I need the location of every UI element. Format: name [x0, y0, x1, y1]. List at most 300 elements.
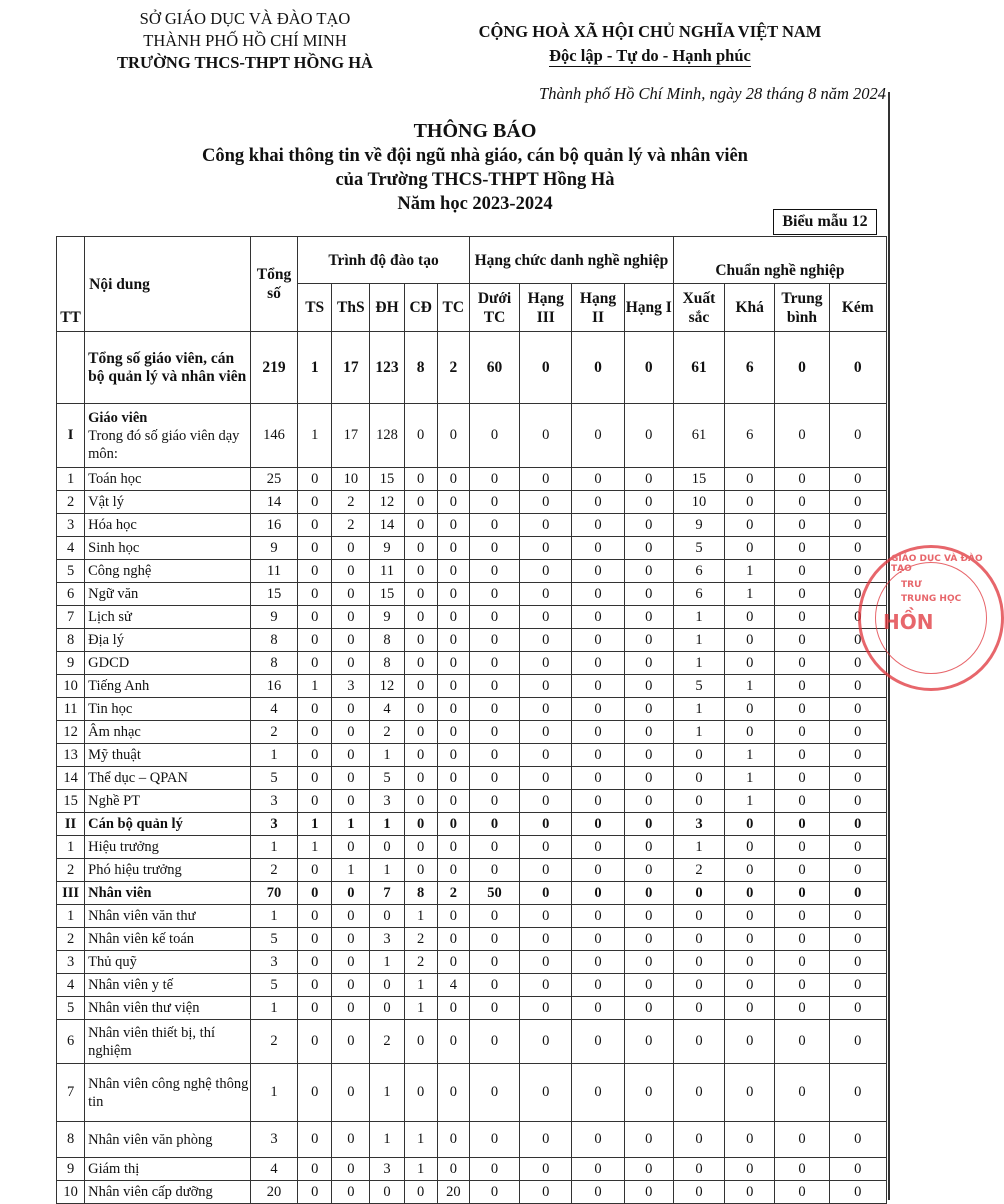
cell-value: 0 — [520, 859, 572, 882]
row-label-text: Nhân viên thiết bị, thí nghiệm — [88, 1024, 215, 1059]
table-row — [57, 928, 887, 951]
table-row — [57, 997, 887, 1020]
table-row — [57, 721, 887, 744]
cell-value: 0 — [298, 1020, 332, 1064]
cell-value: 2 — [673, 859, 724, 882]
cell-value: 0 — [332, 583, 370, 606]
col-excellent-header: Xuất sắc — [673, 284, 724, 332]
row-index: 4 — [57, 974, 85, 997]
row-label-text: Lịch sử — [88, 609, 132, 625]
cell-value: 10 — [332, 468, 370, 491]
table-row — [57, 698, 887, 721]
cell-value: 0 — [298, 1158, 332, 1181]
row-label — [85, 1158, 251, 1181]
form-number-badge: Biểu mẫu 12 — [773, 209, 877, 235]
cell-value: 0 — [469, 629, 519, 652]
cell-value: 0 — [775, 744, 829, 767]
cell-value: 9 — [673, 514, 724, 537]
table-row — [57, 1158, 887, 1181]
cell-value: 0 — [829, 332, 886, 404]
col-cd-header: CĐ — [404, 284, 437, 332]
table-row — [57, 744, 887, 767]
cell-value: 0 — [775, 1020, 829, 1064]
row-index: 2 — [57, 859, 85, 882]
cell-value: 0 — [725, 974, 775, 997]
cell-value: 8 — [370, 652, 404, 675]
row-label — [85, 468, 251, 491]
row-label — [85, 332, 251, 404]
cell-value: 5 — [673, 675, 724, 698]
cell-value: 0 — [469, 767, 519, 790]
row-index: 3 — [57, 951, 85, 974]
cell-value: 1 — [370, 1122, 404, 1158]
cell-value: 0 — [469, 1122, 519, 1158]
cell-value: 0 — [437, 951, 469, 974]
row-index: 4 — [57, 537, 85, 560]
row-label — [85, 1122, 251, 1158]
cell-value: 1 — [298, 404, 332, 468]
cell-value: 17 — [332, 332, 370, 404]
table-row — [57, 560, 887, 583]
cell-value: 0 — [725, 928, 775, 951]
cell-value: 0 — [775, 583, 829, 606]
cell-value: 0 — [469, 537, 519, 560]
cell-value: 0 — [775, 928, 829, 951]
cell-value: 0 — [520, 767, 572, 790]
cell-value: 0 — [624, 1158, 673, 1181]
row-index: 2 — [57, 928, 85, 951]
cell-value: 0 — [829, 928, 886, 951]
cell-value: 0 — [469, 560, 519, 583]
cell-value: 1 — [250, 997, 297, 1020]
cell-value: 0 — [437, 629, 469, 652]
cell-value: 0 — [520, 997, 572, 1020]
cell-value: 0 — [469, 1181, 519, 1204]
cell-value: 0 — [829, 698, 886, 721]
cell-value: 2 — [332, 491, 370, 514]
cell-value: 0 — [520, 698, 572, 721]
cell-value: 0 — [829, 859, 886, 882]
document-titles — [100, 118, 850, 216]
cell-value: 0 — [572, 905, 624, 928]
cell-value: 0 — [775, 404, 829, 468]
school-seal — [858, 545, 1004, 691]
cell-value: 0 — [469, 404, 519, 468]
cell-value: 0 — [404, 1020, 437, 1064]
row-label — [85, 905, 251, 928]
cell-value: 2 — [332, 514, 370, 537]
col-ths-header: ThS — [332, 284, 370, 332]
cell-value: 5 — [370, 767, 404, 790]
cell-value: 0 — [775, 1181, 829, 1204]
cell-value: 0 — [725, 859, 775, 882]
cell-value: 0 — [520, 468, 572, 491]
table-row — [57, 537, 887, 560]
table-row — [57, 836, 887, 859]
cell-value: 0 — [437, 721, 469, 744]
cell-value: 0 — [725, 537, 775, 560]
cell-value: 0 — [332, 744, 370, 767]
cell-value: 0 — [775, 652, 829, 675]
row-label-text: Mỹ thuật — [88, 747, 141, 763]
cell-value: 4 — [370, 698, 404, 721]
cell-value: 0 — [775, 997, 829, 1020]
cell-value: 0 — [469, 583, 519, 606]
row-label-text: Công nghệ — [88, 563, 152, 579]
row-label-text: Phó hiệu trưởng — [88, 862, 182, 878]
row-index: 13 — [57, 744, 85, 767]
cell-value: 25 — [250, 468, 297, 491]
cell-value: 0 — [520, 514, 572, 537]
cell-value: 0 — [404, 744, 437, 767]
cell-value: 0 — [572, 974, 624, 997]
cell-value: 0 — [624, 491, 673, 514]
cell-value: 5 — [250, 767, 297, 790]
cell-value: 0 — [725, 652, 775, 675]
row-index — [57, 332, 85, 404]
row-label — [85, 1020, 251, 1064]
cell-value: 8 — [404, 332, 437, 404]
cell-value: 8 — [370, 629, 404, 652]
row-label — [85, 404, 251, 468]
row-label-text: Sinh học — [88, 540, 140, 556]
cell-value: 6 — [725, 404, 775, 468]
cell-value: 0 — [673, 882, 724, 905]
row-label-text: GDCD — [88, 655, 130, 671]
cell-value: 0 — [829, 1064, 886, 1122]
cell-value: 0 — [673, 928, 724, 951]
cell-value: 0 — [775, 514, 829, 537]
row-index: 10 — [57, 675, 85, 698]
cell-value: 5 — [250, 928, 297, 951]
cell-value: 0 — [520, 652, 572, 675]
cell-value: 1 — [370, 951, 404, 974]
cell-value: 0 — [572, 491, 624, 514]
cell-value: 1 — [250, 905, 297, 928]
cell-value: 0 — [624, 698, 673, 721]
cell-value: 0 — [673, 1122, 724, 1158]
table-row — [57, 583, 887, 606]
cell-value: 0 — [624, 1020, 673, 1064]
cell-value: 0 — [673, 1158, 724, 1181]
cell-value: 3 — [673, 813, 724, 836]
cell-value: 0 — [469, 836, 519, 859]
cell-value: 1 — [673, 698, 724, 721]
cell-value: 0 — [775, 767, 829, 790]
job-rank-header: Hạng chức danh nghề nghiệp — [469, 237, 673, 284]
cell-value: 0 — [624, 583, 673, 606]
cell-value: 0 — [520, 583, 572, 606]
cell-value: 0 — [437, 836, 469, 859]
cell-value: 11 — [370, 560, 404, 583]
row-label-text: Nhân viên văn thư — [88, 908, 196, 924]
cell-value: 0 — [775, 836, 829, 859]
document-subtitle-1: Công khai thông tin về đội ngũ nhà giáo, cán bộ quản lý và nhân viên — [202, 146, 748, 166]
cell-value: 0 — [775, 813, 829, 836]
cell-value: 9 — [250, 606, 297, 629]
row-label — [85, 951, 251, 974]
cell-value: 0 — [775, 560, 829, 583]
cell-value: 0 — [572, 744, 624, 767]
cell-value: 0 — [404, 836, 437, 859]
cell-value: 1 — [404, 974, 437, 997]
cell-value: 1 — [298, 836, 332, 859]
col-tt-header: TT — [57, 237, 85, 332]
cell-value: 0 — [624, 721, 673, 744]
cell-value: 1 — [298, 332, 332, 404]
cell-value: 0 — [469, 652, 519, 675]
cell-value: 0 — [520, 1181, 572, 1204]
cell-value: 15 — [370, 468, 404, 491]
row-index: I — [57, 404, 85, 468]
cell-value: 0 — [725, 468, 775, 491]
cell-value: 0 — [572, 1158, 624, 1181]
cell-value: 0 — [572, 951, 624, 974]
row-index: 1 — [57, 836, 85, 859]
cell-value: 0 — [775, 629, 829, 652]
cell-value: 0 — [624, 767, 673, 790]
cell-value: 0 — [829, 629, 886, 652]
cell-value: 0 — [437, 491, 469, 514]
row-index: 2 — [57, 491, 85, 514]
cell-value: 0 — [572, 836, 624, 859]
cell-value: 0 — [829, 836, 886, 859]
cell-value: 0 — [404, 629, 437, 652]
table-row — [57, 1064, 887, 1122]
cell-value: 0 — [332, 698, 370, 721]
cell-value: 0 — [332, 560, 370, 583]
cell-value: 0 — [437, 652, 469, 675]
cell-value: 0 — [829, 1020, 886, 1064]
row-index: 10 — [57, 1181, 85, 1204]
row-label-text: Ngữ văn — [88, 586, 139, 602]
cell-value: 0 — [725, 1181, 775, 1204]
cell-value: 0 — [332, 629, 370, 652]
cell-value: 0 — [725, 951, 775, 974]
cell-value: 0 — [332, 974, 370, 997]
row-label-text: Giáo viên — [88, 409, 148, 426]
cell-value: 0 — [725, 629, 775, 652]
cell-value: 0 — [332, 1122, 370, 1158]
cell-value: 0 — [572, 468, 624, 491]
row-label-text: Tiếng Anh — [88, 678, 150, 694]
cell-value: 0 — [469, 997, 519, 1020]
cell-value: 0 — [404, 606, 437, 629]
cell-value: 0 — [624, 951, 673, 974]
cell-value: 1 — [298, 813, 332, 836]
cell-value: 0 — [404, 514, 437, 537]
cell-value: 0 — [469, 859, 519, 882]
cell-value: 0 — [437, 537, 469, 560]
cell-value: 0 — [437, 698, 469, 721]
cell-value: 0 — [572, 514, 624, 537]
cell-value: 0 — [624, 652, 673, 675]
cell-value: 0 — [572, 767, 624, 790]
cell-value: 0 — [725, 905, 775, 928]
cell-value: 0 — [332, 836, 370, 859]
cell-value: 0 — [520, 721, 572, 744]
row-index: 8 — [57, 629, 85, 652]
cell-value: 0 — [829, 1122, 886, 1158]
cell-value: 3 — [250, 813, 297, 836]
cell-value: 0 — [725, 698, 775, 721]
cell-value: 0 — [673, 905, 724, 928]
cell-value: 0 — [370, 974, 404, 997]
row-label-text: Nghề PT — [88, 793, 141, 809]
cell-value: 11 — [250, 560, 297, 583]
document-subtitle-2: của Trường THCS-THPT Hồng Hà — [335, 170, 615, 190]
cell-value: 0 — [298, 468, 332, 491]
cell-value: 1 — [250, 1064, 297, 1122]
cell-value: 0 — [572, 1020, 624, 1064]
cell-value: 70 — [250, 882, 297, 905]
cell-value: 0 — [572, 1181, 624, 1204]
col-average-header: Trung bình — [775, 284, 829, 332]
cell-value: 0 — [725, 514, 775, 537]
cell-value: 0 — [298, 560, 332, 583]
row-index: 14 — [57, 767, 85, 790]
cell-value: 2 — [370, 721, 404, 744]
cell-value: 0 — [332, 1064, 370, 1122]
row-index: 6 — [57, 1020, 85, 1064]
row-label-text: Thể dục – QPAN — [88, 770, 188, 786]
cell-value: 0 — [624, 905, 673, 928]
cell-value: 0 — [404, 652, 437, 675]
cell-value: 1 — [673, 721, 724, 744]
cell-value: 0 — [775, 606, 829, 629]
cell-value: 0 — [404, 1064, 437, 1122]
row-label — [85, 813, 251, 836]
cell-value: 0 — [332, 1020, 370, 1064]
national-motto: Độc lập - Tự do - Hạnh phúc — [549, 46, 751, 65]
cell-value: 0 — [829, 491, 886, 514]
cell-value: 0 — [624, 514, 673, 537]
cell-value: 0 — [469, 951, 519, 974]
row-index: 7 — [57, 606, 85, 629]
table-row — [57, 974, 887, 997]
cell-value: 0 — [298, 767, 332, 790]
cell-value: 0 — [829, 905, 886, 928]
cell-value: 0 — [520, 332, 572, 404]
cell-value: 0 — [624, 560, 673, 583]
cell-value: 0 — [469, 606, 519, 629]
cell-value: 0 — [437, 1158, 469, 1181]
col-total-header: Tổng số — [250, 237, 297, 332]
row-label-text: Địa lý — [88, 632, 124, 648]
table-row — [57, 859, 887, 882]
cell-value: 2 — [250, 721, 297, 744]
cell-value: 0 — [673, 1064, 724, 1122]
cell-value: 0 — [298, 514, 332, 537]
staff-table — [56, 236, 887, 1204]
cell-value: 1 — [404, 905, 437, 928]
cell-value: 0 — [520, 1020, 572, 1064]
cell-value: 0 — [520, 813, 572, 836]
row-label-text: Giám thị — [88, 1161, 140, 1177]
table-row — [57, 514, 887, 537]
row-index: 5 — [57, 560, 85, 583]
cell-value: 15 — [370, 583, 404, 606]
cell-value: 2 — [437, 332, 469, 404]
cell-value: 1 — [725, 767, 775, 790]
row-label — [85, 1064, 251, 1122]
row-index: 11 — [57, 698, 85, 721]
row-label-text: Cán bộ quản lý — [88, 816, 183, 832]
cell-value: 0 — [624, 744, 673, 767]
cell-value: 0 — [469, 1158, 519, 1181]
cell-value: 1 — [725, 744, 775, 767]
cell-value: 0 — [437, 404, 469, 468]
cell-value: 0 — [624, 1064, 673, 1122]
row-label — [85, 859, 251, 882]
cell-value: 0 — [725, 606, 775, 629]
cell-value: 0 — [520, 1064, 572, 1122]
cell-value: 0 — [572, 675, 624, 698]
row-label — [85, 836, 251, 859]
cell-value: 0 — [469, 514, 519, 537]
cell-value: 0 — [572, 560, 624, 583]
table-row — [57, 675, 887, 698]
cell-value: 0 — [332, 606, 370, 629]
date-line: Thành phố Hồ Chí Minh, ngày 28 tháng 8 năm 2024 — [539, 84, 886, 103]
cell-value: 10 — [673, 491, 724, 514]
cell-value: 0 — [332, 721, 370, 744]
cell-value: 0 — [332, 537, 370, 560]
cell-value: 0 — [624, 813, 673, 836]
cell-value: 1 — [673, 652, 724, 675]
col-weak-header: Kém — [829, 284, 886, 332]
table-row — [57, 1020, 887, 1064]
cell-value: 0 — [829, 468, 886, 491]
cell-value: 0 — [624, 997, 673, 1020]
cell-value: 0 — [829, 404, 886, 468]
cell-value: 3 — [250, 1122, 297, 1158]
cell-value: 0 — [572, 404, 624, 468]
cell-value: 6 — [673, 560, 724, 583]
cell-value: 0 — [298, 1122, 332, 1158]
cell-value: 0 — [404, 468, 437, 491]
cell-value: 3 — [370, 1158, 404, 1181]
row-label — [85, 974, 251, 997]
national-header — [440, 20, 860, 68]
row-label — [85, 997, 251, 1020]
cell-value: 219 — [250, 332, 297, 404]
cell-value: 9 — [370, 537, 404, 560]
cell-value: 15 — [673, 468, 724, 491]
cell-value: 0 — [404, 721, 437, 744]
row-index: 9 — [57, 652, 85, 675]
col-dh-header: ĐH — [370, 284, 404, 332]
cell-value: 0 — [829, 882, 886, 905]
cell-value: 0 — [775, 859, 829, 882]
cell-value: 0 — [332, 790, 370, 813]
cell-value: 0 — [775, 1158, 829, 1181]
cell-value: 0 — [404, 1181, 437, 1204]
cell-value: 0 — [624, 1181, 673, 1204]
cell-value: 0 — [520, 560, 572, 583]
cell-value: 0 — [469, 468, 519, 491]
cell-value: 0 — [298, 721, 332, 744]
row-label — [85, 882, 251, 905]
cell-value: 0 — [624, 332, 673, 404]
cell-value: 0 — [624, 882, 673, 905]
school-year: Năm học 2023-2024 — [397, 194, 553, 214]
cell-value: 0 — [829, 951, 886, 974]
cell-value: 0 — [572, 606, 624, 629]
cell-value: 17 — [332, 404, 370, 468]
cell-value: 0 — [520, 1158, 572, 1181]
cell-value: 0 — [775, 675, 829, 698]
